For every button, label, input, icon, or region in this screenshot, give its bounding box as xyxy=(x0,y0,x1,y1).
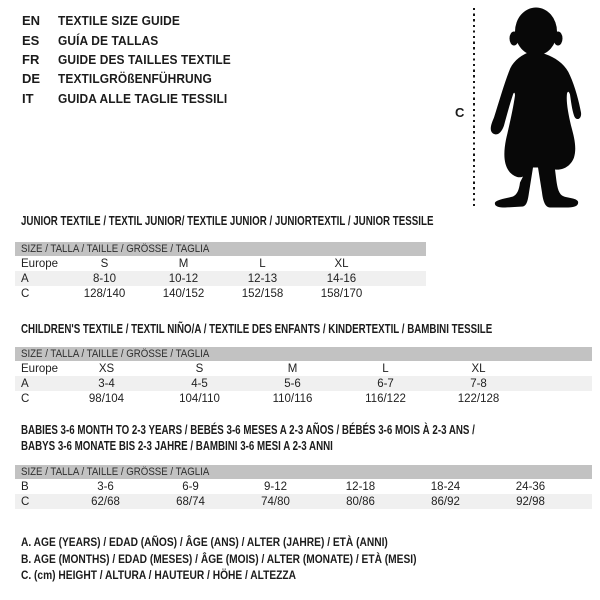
lang-title: GUIDE DES TAILLES TEXTILE xyxy=(58,51,231,67)
table-row: C 128/140 140/152 152/158 158/170 xyxy=(15,286,426,301)
legend-line-a: A. AGE (YEARS) / EDAD (AÑOS) / ÂGE (ANS) / ALTER (JAHRE) / ETÀ (ANNI) xyxy=(21,535,388,549)
lang-title: TEXTILGRÖßENFÜHRUNG xyxy=(58,71,212,87)
junior-size-table xyxy=(15,242,426,301)
baby-silhouette-icon xyxy=(486,4,598,210)
lang-row-fr xyxy=(22,50,246,69)
table-row: A 3-4 4-5 5-6 6-7 7-8 xyxy=(15,376,592,391)
language-title-list xyxy=(22,11,246,108)
lang-code: EN xyxy=(22,13,41,29)
children-size-table xyxy=(15,347,592,406)
size-header-bar: SIZE / TALLA / TAILLE / GRÖSSE / TAGLIA xyxy=(15,242,426,256)
table-row: B 3-6 6-9 9-12 12-18 18-24 24-36 xyxy=(15,479,592,494)
table-row: C 62/68 68/74 74/80 80/86 86/92 92/98 xyxy=(15,494,592,509)
row-label: A xyxy=(21,377,29,390)
junior-section-title: JUNIOR TEXTILE / TEXTIL JUNIOR/ TEXTILE JUNIOR / JUNIORTEXTIL / JUNIOR TESSILE xyxy=(21,214,434,228)
legend-line-b: B. AGE (MONTHS) / EDAD (MESES) / ÂGE (MOIS) / ALTER (MONATE) / ETÀ (MESI) xyxy=(21,551,417,566)
row-label: C xyxy=(21,392,30,405)
table-row: C 98/104 104/110 110/116 116/122 122/128 xyxy=(15,391,592,406)
row-label: Europe xyxy=(21,362,59,375)
lang-title: GUÍA DE TALLAS xyxy=(58,32,159,48)
lang-row-es xyxy=(22,30,246,49)
lang-row-de xyxy=(22,69,246,88)
table-row: A 8-10 10-12 12-13 14-16 xyxy=(15,271,426,286)
lang-code: FR xyxy=(22,51,40,67)
row-label: A xyxy=(21,272,29,285)
table-row: Europe XS S M L XL xyxy=(15,361,592,376)
size-header-bar: SIZE / TALLA / TAILLE / GRÖSSE / TAGLIA xyxy=(15,465,592,479)
table-row: Europe S M L XL xyxy=(15,256,426,271)
row-label: B xyxy=(21,480,29,493)
children-section-title: CHILDREN'S TEXTILE / TEXTIL NIÑO/A / TEXTILE DES ENFANTS / KINDERTEXTIL / BAMBINI TESSILE xyxy=(21,322,493,336)
babies-size-table xyxy=(15,465,592,509)
row-label: C xyxy=(21,287,30,300)
lang-code: ES xyxy=(22,32,40,48)
size-header-bar: SIZE / TALLA / TAILLE / GRÖSSE / TAGLIA xyxy=(15,347,592,361)
row-label: C xyxy=(21,495,30,508)
babies-section-title: BABIES 3-6 MONTH TO 2-3 YEARS / BEBÉS 3-6 MESES A 2-3 AÑOS / BÉBÉS 3-6 MOIS À 2-3 ANS / BABYS 3-6 MONATE BIS 2-3 JAHRE / BAMBINI 3-6 MESI A 2-3 ANNI xyxy=(21,423,475,453)
legend-line-c: C. (cm) HEIGHT / ALTURA / HAUTEUR / HÖHE / ALTEZZA xyxy=(21,568,297,583)
height-measure-dotted-line xyxy=(473,8,475,206)
row-label: Europe xyxy=(21,257,59,270)
lang-code: IT xyxy=(22,90,34,106)
lang-title: TEXTILE SIZE GUIDE xyxy=(58,13,180,29)
measure-legend xyxy=(21,535,486,585)
lang-row-it xyxy=(22,89,246,108)
lang-code: DE xyxy=(22,71,41,87)
lang-title: GUIDA ALLE TAGLIE TESSILI xyxy=(58,90,228,106)
lang-row-en xyxy=(22,11,246,30)
height-measure-label: C xyxy=(455,105,465,120)
